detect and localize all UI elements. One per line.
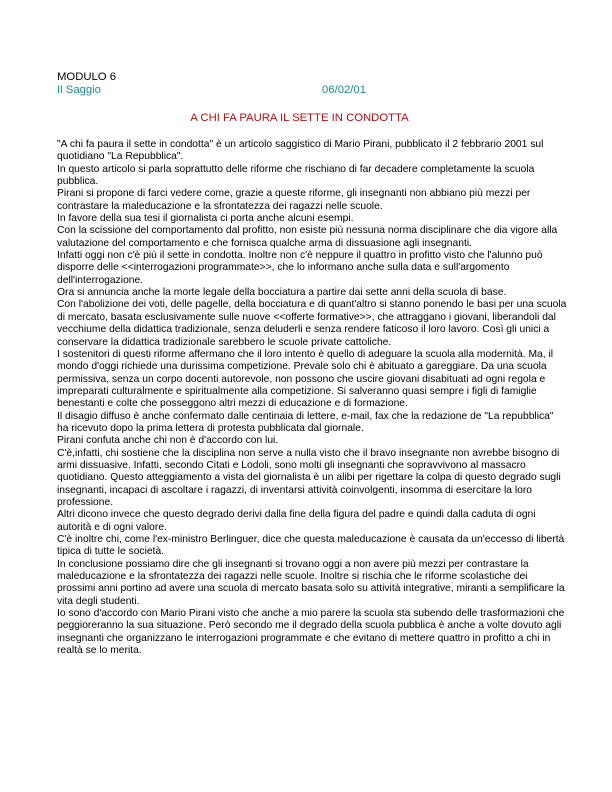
body-paragraph: Pirani si propone di farci vedere come, grazie a queste riforme, gli insegnanti non abbiano più mezzi per contrastare la maleducazione e la sfrontatezza dei ragazzi nelle scuole.: [57, 188, 531, 212]
body-paragraph: C'è inoltre chi, come l'ex-ministro Berlinguer, dice che questa maleducazione è causata da un'eccesso di libertà tipica di tutte le società.: [57, 534, 565, 558]
body-paragraph: Con la scissione del comportamento dal profitto, non esiste più nessuna norma disciplinare che dia vigore alla valutazione del comportamento e che fornisca qualche arma di dissuasione agli insegnanti.: [57, 225, 558, 249]
body-paragraph: Io sono d'accordo con Mario Pirani visto che anche a mio parere la scuola sta subendo delle trasformazioni che peggioreranno la sua situazione. Però secondo me il degrado della scuola pubblica è anche a volte dovuto agli insegnanti che organizzano le interrogazioni programmate e che evitano di mettere quattro in profitto a chi in realtà se lo merita.: [57, 608, 565, 657]
document-title: A CHI FA PAURA IL SETTE IN CONDOTTA: [190, 112, 409, 124]
module-label: MODULO 6: [57, 71, 117, 83]
body-paragraph: C'è,infatti, chi sostiene che la disciplina non serve a nulla visto che il bravo insegnante non avrebbe bisogno di armi dissuasive. Infatti, secondo Citati e Lodoli, sono molti gli insegnanti che sopravvivono al massacro quotidiano. Questo atteggiamento a vista del giornalista è un alibi per rigettare la colpa di questo degrado sugli insegnanti, incapaci di ascoltare i ragazzi, di inventarsi attività coinvolgenti, insomma di esercitare la loro professione.: [57, 447, 561, 508]
body-paragraph: I sostenitori di questi riforme affermano che il loro intento è quello di adeguare la scuola alla modernità. Ma, il mondo d'oggi richiede una durissima competizione. Prevale solo chi è abituato a gareggiare. Da una scuola permissiva, senza un corpo docenti autorevole, non possono che uscire giovani disabituati ad ogni regola e impreparati culturalmente e spiritualmente alla competizione. Si salveranno quasi sempre i figli di famiglie benestanti e colte che posseggono altri mezzi di educazione e di formazione.: [57, 348, 554, 410]
document-date: 06/02/01: [322, 84, 366, 96]
body-paragraph: In favore della sua tesi il giornalista ci porta anche alcuni esempi.: [57, 213, 354, 225]
body-paragraph: Con l'abolizione dei voti, delle pagelle, della bocciatura e di quant'altro si stanno ponendo le basi per una scuola di mercato, basata esclusivamente sulle nuove <<offerte formative>>, che attraggano i giovani, liberandoli dal vecchiume della didattica tradizionale, senza deluderli e senza rendere faticoso il loro lavoro. Così gli unici a conservare la didattica tradizionale sarebbero le scuole private cattoliche.: [57, 299, 567, 348]
document-body: [57, 139, 567, 657]
meta-row: [57, 84, 567, 98]
body-paragraph: Altri dicono invece che questo degrado derivi dalla fine della figura del padre e quindi dalla caduta di ogni autorità e di ogni valore.: [57, 509, 536, 533]
body-paragraph: "A chi fa paura il sette in condotta" è un articolo saggistico di Mario Pirani, pubblicato il 2 febbrario 2001 sul quotidiano "La Repubblica".: [57, 139, 544, 163]
body-paragraph: In questo articolo si parla soprattutto delle riforme che rischiano di far decadere completamente la scuola pubblica.: [57, 163, 535, 188]
body-paragraph: Il disagio diffuso è anche confermato dalle centinaia di lettere, e-mail, fax che la redazione de "La repubblica" ha ricevuto dopo la prima lettera di protesta pubblicata dal giornale.: [57, 410, 554, 434]
document-page: [57, 71, 567, 657]
body-paragraph: Pirani confuta anche chi non è d'accordo con lui.: [57, 435, 279, 447]
body-paragraph: Ora si annuncia anche la morte legale della bocciatura a partire dai sette anni della scuola di base.: [57, 287, 507, 299]
document-subtitle: Il Saggio: [57, 84, 101, 96]
body-paragraph: Infatti oggi non c'è più il sette in condotta. Inoltre non c'è neppure il quattro in profitto visto che l'alunno può disporre delle <<interrogazioni programmate>>, che lo informano anche sulla data e sull'argomento dell'interrogazione.: [57, 250, 543, 286]
body-paragraph: In conclusione possiamo dire che gli insegnanti si trovano oggi a non avere più mezzi per contrastare la maleducazione e la sfrontatezza dei ragazzi nelle scuole. Inoltre si rischia che le riforme scolastiche dei prossimi anni portino ad avere una scuola di mercato basata solo su attività integrative, miranti a semplificare la vita degli studenti.: [57, 558, 565, 607]
